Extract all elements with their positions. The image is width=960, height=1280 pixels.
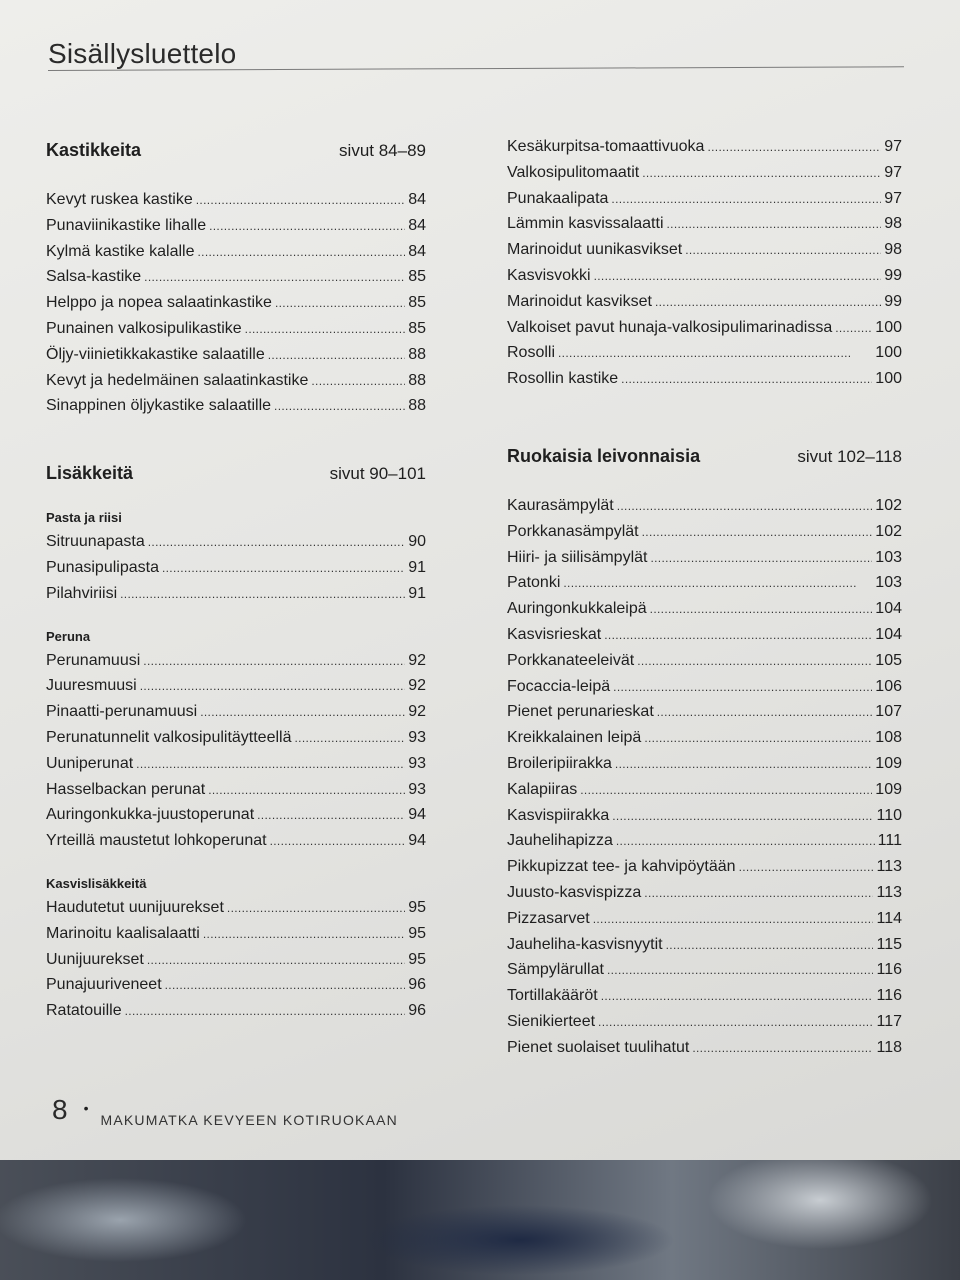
entry-page-number: 105 bbox=[875, 651, 902, 669]
toc-entry bbox=[507, 880, 902, 906]
toc-entry bbox=[507, 315, 902, 341]
entry-title: Perunatunnelit valkosipulitäytteellä bbox=[46, 728, 292, 746]
continued-entry-list bbox=[507, 134, 902, 392]
entry-title: Marinoidut uunikasvikset bbox=[507, 241, 683, 259]
entry-title: Rosolli bbox=[507, 344, 556, 362]
entry-page-number: 110 bbox=[876, 806, 902, 824]
dot-leader bbox=[601, 983, 874, 1010]
entry-title: Jauhelihapizza bbox=[507, 832, 613, 850]
entry-page-number: 114 bbox=[876, 909, 902, 927]
dot-leader bbox=[311, 368, 405, 395]
entry-page-number: 113 bbox=[876, 858, 902, 876]
entry-page-number: 113 bbox=[876, 883, 902, 901]
toc-entry bbox=[46, 239, 426, 265]
dot-leader bbox=[642, 160, 881, 187]
entry-title: Kevyt ja hedelmäinen salaatinkastike bbox=[46, 371, 309, 389]
toc-entry bbox=[46, 648, 426, 674]
toc-entry bbox=[46, 264, 426, 290]
dot-leader bbox=[598, 1009, 873, 1036]
entry-page-number: 104 bbox=[875, 600, 902, 618]
entry-title: Punakaalipata bbox=[507, 189, 609, 207]
dot-leader bbox=[147, 947, 405, 974]
dot-leader bbox=[692, 1035, 873, 1062]
entry-page-number: 97 bbox=[884, 189, 902, 207]
toc-entry bbox=[507, 751, 902, 777]
entry-title: Punainen valkosipulikastike bbox=[46, 319, 242, 337]
toc-entry bbox=[46, 921, 426, 947]
toc-entry bbox=[46, 802, 426, 828]
entry-title: Yrteillä maustetut lohkoperunat bbox=[46, 832, 267, 850]
toc-entry bbox=[46, 316, 426, 342]
dot-leader bbox=[604, 622, 872, 649]
dot-leader bbox=[650, 596, 873, 623]
entry-page-number: 95 bbox=[408, 924, 426, 942]
dot-leader bbox=[707, 134, 881, 161]
toc-entry bbox=[46, 725, 426, 751]
entry-page-number: 116 bbox=[876, 987, 902, 1005]
entry-page-number: 104 bbox=[875, 625, 902, 643]
dot-leader bbox=[611, 186, 881, 213]
dot-leader bbox=[270, 828, 406, 855]
dot-leader bbox=[144, 264, 405, 291]
background-fabric bbox=[0, 1160, 960, 1280]
entry-list bbox=[46, 187, 426, 419]
dot-leader bbox=[136, 751, 405, 778]
dot-leader bbox=[615, 751, 872, 778]
entry-title: Pilahviriisi bbox=[46, 584, 118, 602]
entry-page-number: 117 bbox=[876, 1012, 902, 1030]
entry-title: Kasvispiirakka bbox=[507, 806, 610, 824]
entry-title: Sienikierteet bbox=[507, 1012, 596, 1030]
entry-page-number: 100 bbox=[875, 344, 902, 362]
dot-leader bbox=[666, 932, 874, 959]
entry-title: Marinoidut kasvikset bbox=[507, 292, 652, 310]
dot-leader bbox=[227, 895, 405, 922]
entry-title: Helppo ja nopea salaatinkastike bbox=[46, 294, 272, 312]
dot-leader bbox=[612, 803, 873, 830]
toc-entry bbox=[507, 186, 902, 212]
entry-list bbox=[507, 493, 902, 1061]
entry-page-number: 109 bbox=[875, 780, 902, 798]
entry-page-number: 97 bbox=[884, 138, 902, 155]
left-column bbox=[46, 140, 426, 1024]
entry-page-number: 106 bbox=[875, 677, 902, 695]
entry-page-number: 93 bbox=[408, 754, 426, 772]
dot-leader bbox=[637, 648, 872, 675]
toc-entry bbox=[507, 366, 902, 392]
subsection-title: Peruna bbox=[46, 628, 91, 644]
entry-page-number: 115 bbox=[876, 935, 902, 953]
toc-entry bbox=[46, 368, 426, 394]
entry-title: Pienet suolaiset tuulihatut bbox=[507, 1038, 690, 1056]
dot-leader bbox=[294, 725, 405, 752]
dot-leader bbox=[268, 342, 405, 369]
toc-entry bbox=[46, 529, 426, 555]
dot-leader bbox=[257, 802, 405, 829]
entry-page-number: 94 bbox=[408, 832, 426, 850]
entry-page-number: 103 bbox=[875, 574, 902, 592]
section-heading bbox=[46, 463, 426, 484]
toc-entry bbox=[507, 545, 902, 571]
toc-entry bbox=[507, 1009, 902, 1035]
dot-leader bbox=[274, 393, 405, 420]
entry-page-number: 92 bbox=[408, 677, 426, 695]
entry-title: Lämmin kasvissalaatti bbox=[507, 215, 664, 233]
dot-leader bbox=[245, 316, 406, 343]
entry-page-number: 111 bbox=[877, 832, 902, 850]
toc-entry bbox=[46, 555, 426, 581]
entry-list bbox=[46, 895, 426, 1024]
dot-leader bbox=[209, 213, 405, 240]
dot-leader bbox=[739, 854, 874, 881]
entry-page-number: 91 bbox=[408, 584, 426, 602]
toc-entry bbox=[507, 160, 902, 186]
entry-page-number: 108 bbox=[875, 729, 902, 747]
toc-entry bbox=[46, 751, 426, 777]
dot-leader bbox=[203, 921, 405, 948]
dot-leader bbox=[617, 493, 873, 520]
dot-leader bbox=[162, 555, 405, 582]
toc-entry bbox=[507, 854, 902, 880]
dot-leader bbox=[165, 972, 406, 999]
toc-entry bbox=[507, 570, 902, 596]
entry-title: Kalapiiras bbox=[507, 780, 578, 798]
entry-title: Hiiri- ja siilisämpylät bbox=[507, 548, 648, 566]
entry-page-number: 88 bbox=[408, 345, 426, 363]
dot-leader bbox=[613, 674, 872, 701]
section-page-range: sivut 84–89 bbox=[339, 141, 426, 160]
dot-leader bbox=[621, 366, 872, 393]
entry-title: Kreikkalainen leipä bbox=[507, 729, 642, 747]
toc-entry bbox=[46, 673, 426, 699]
toc-entry bbox=[507, 932, 902, 958]
toc-entry bbox=[507, 237, 902, 263]
entry-page-number: 96 bbox=[408, 976, 426, 994]
entry-title: Rosollin kastike bbox=[507, 370, 619, 388]
dot-leader bbox=[140, 673, 406, 700]
entry-page-number: 85 bbox=[408, 268, 426, 286]
entry-title: Valkosipulitomaatit bbox=[507, 163, 640, 181]
footer-bullet: • bbox=[83, 1100, 89, 1116]
dot-leader bbox=[655, 289, 881, 316]
entry-page-number: 99 bbox=[884, 266, 902, 284]
toc-entry bbox=[507, 803, 902, 829]
dot-leader bbox=[196, 187, 405, 214]
section-title: Lisäkkeitä bbox=[46, 463, 134, 484]
entry-title: Jauheliha-kasvisnyytit bbox=[507, 935, 663, 953]
toc-entry bbox=[46, 998, 426, 1024]
section-title: Kastikkeita bbox=[46, 140, 142, 160]
entry-title: Pizzasarvet bbox=[507, 909, 590, 927]
section-page-range: sivut 90–101 bbox=[329, 464, 426, 484]
dot-leader bbox=[607, 957, 874, 984]
section-title: Ruokaisia leivonnaisia bbox=[507, 445, 701, 466]
entry-page-number: 96 bbox=[408, 1002, 426, 1020]
dot-leader bbox=[642, 519, 873, 546]
entry-title: Patonki bbox=[507, 574, 561, 592]
entry-title: Focaccia-leipä bbox=[507, 677, 611, 695]
entry-page-number: 84 bbox=[408, 242, 426, 260]
toc-entry bbox=[507, 1035, 902, 1061]
dot-leader bbox=[616, 828, 875, 855]
dot-leader bbox=[275, 290, 405, 317]
entry-title: Tortillakääröt bbox=[507, 987, 598, 1005]
toc-entry bbox=[46, 947, 426, 973]
entry-title: Pinaatti-perunamuusi bbox=[46, 703, 198, 721]
entry-page-number: 88 bbox=[408, 371, 426, 389]
entry-title: Uuniperunat bbox=[46, 754, 134, 772]
entry-title: Kesäkurpitsa-tomaattivuoka bbox=[507, 138, 705, 155]
dot-leader bbox=[580, 777, 872, 804]
entry-title: Porkkanasämpylät bbox=[507, 522, 639, 540]
entry-title: Juusto-kasvispizza bbox=[507, 883, 642, 901]
entry-page-number: 102 bbox=[875, 496, 902, 514]
entry-title: Porkkanateeleivät bbox=[507, 651, 635, 669]
dot-leader bbox=[644, 725, 872, 752]
entry-title: Auringonkukkaleipä bbox=[507, 600, 647, 618]
toc-entry bbox=[507, 622, 902, 648]
entry-title: Sämpylärullat bbox=[507, 961, 604, 979]
dot-leader bbox=[593, 906, 874, 933]
toc-entry bbox=[507, 493, 902, 519]
entry-page-number: 92 bbox=[408, 703, 426, 721]
dot-leader bbox=[143, 648, 405, 675]
toc-entry bbox=[507, 648, 902, 674]
entry-title: Auringonkukka-juustoperunat bbox=[46, 806, 255, 824]
entry-list bbox=[46, 529, 426, 606]
entry-page-number: 84 bbox=[408, 191, 426, 208]
entry-page-number: 100 bbox=[875, 370, 902, 388]
toc-entry bbox=[507, 777, 902, 803]
right-column bbox=[507, 134, 902, 1061]
entry-page-number: 88 bbox=[408, 397, 426, 415]
dot-leader bbox=[148, 529, 405, 556]
entry-title: Kasvisvokki bbox=[507, 266, 591, 284]
entry-title: Punaviinikastike lihalle bbox=[46, 216, 207, 234]
toc-entry bbox=[46, 895, 426, 921]
toc-entry bbox=[507, 596, 902, 622]
dot-leader bbox=[120, 581, 405, 608]
section-heading bbox=[507, 446, 902, 467]
entry-page-number: 95 bbox=[408, 898, 426, 916]
toc-entry bbox=[507, 289, 902, 315]
footer-page-number: 8 bbox=[52, 1094, 68, 1125]
entry-page-number: 84 bbox=[408, 216, 426, 234]
section-heading bbox=[46, 140, 426, 161]
entry-title: Hasselbackan perunat bbox=[46, 780, 206, 798]
dot-leader bbox=[650, 545, 872, 572]
entry-page-number: 94 bbox=[408, 806, 426, 824]
toc-entry bbox=[46, 828, 426, 854]
toc-entry bbox=[46, 213, 426, 239]
toc-entry bbox=[46, 393, 426, 419]
entry-page-number: 98 bbox=[884, 215, 902, 233]
toc-entry bbox=[507, 906, 902, 932]
entry-page-number: 92 bbox=[408, 651, 426, 669]
toc-entry bbox=[46, 699, 426, 725]
entry-title: Salsa-kastike bbox=[46, 268, 142, 286]
section-page-range: sivut 102–118 bbox=[797, 446, 902, 466]
dot-leader bbox=[200, 699, 405, 726]
toc-entry bbox=[46, 187, 426, 213]
toc-entry bbox=[46, 342, 426, 368]
entry-title: Broileripiirakka bbox=[507, 754, 612, 772]
dot-leader bbox=[563, 570, 872, 597]
entry-page-number: 98 bbox=[884, 241, 902, 259]
subsection-title: Kasvislisäkkeitä bbox=[46, 875, 147, 891]
entry-title: Öljy-viinietikkakastike salaatille bbox=[46, 345, 265, 363]
entry-title: Uunijuurekset bbox=[46, 950, 144, 968]
dot-leader bbox=[685, 237, 881, 264]
entry-title: Punasipulipasta bbox=[46, 558, 159, 576]
toc-entry bbox=[507, 340, 902, 366]
entry-title: Sitruunapasta bbox=[46, 533, 145, 551]
entry-title: Pienet perunarieskat bbox=[507, 703, 654, 721]
toc-entry bbox=[507, 519, 902, 545]
entry-title: Marinoitu kaalisalaatti bbox=[46, 924, 200, 942]
toc-entry bbox=[507, 725, 902, 751]
entry-page-number: 100 bbox=[875, 318, 902, 336]
entry-title: Kevyt ruskea kastike bbox=[46, 191, 193, 208]
entry-page-number: 118 bbox=[876, 1038, 902, 1056]
entry-page-number: 95 bbox=[408, 950, 426, 968]
dot-leader bbox=[667, 211, 882, 238]
toc-entry bbox=[507, 957, 902, 983]
toc-entry bbox=[507, 211, 902, 237]
entry-page-number: 93 bbox=[408, 728, 426, 746]
entry-page-number: 99 bbox=[884, 292, 902, 310]
entry-title: Juuresmuusi bbox=[46, 677, 137, 695]
toc-entry bbox=[46, 777, 426, 803]
subsection-title: Pasta ja riisi bbox=[46, 510, 122, 526]
dot-leader bbox=[657, 699, 873, 726]
entry-title: Punajuuriveneet bbox=[46, 976, 162, 994]
dot-leader bbox=[835, 315, 872, 342]
dot-leader bbox=[644, 880, 873, 907]
entry-page-number: 103 bbox=[875, 548, 902, 566]
entry-title: Kasvisrieskat bbox=[507, 625, 602, 643]
entry-page-number: 107 bbox=[875, 703, 902, 721]
entry-page-number: 116 bbox=[876, 961, 902, 979]
toc-entry bbox=[507, 828, 902, 854]
dot-leader bbox=[594, 263, 882, 290]
toc-entry bbox=[46, 290, 426, 316]
entry-title: Haudutetut uunijuurekset bbox=[46, 898, 224, 916]
dot-leader bbox=[208, 777, 405, 804]
entry-page-number: 85 bbox=[408, 294, 426, 312]
entry-page-number: 102 bbox=[875, 522, 902, 540]
entry-title: Sinappinen öljykastike salaatille bbox=[46, 397, 272, 415]
entry-page-number: 97 bbox=[884, 163, 902, 181]
footer bbox=[52, 1094, 398, 1126]
entry-list bbox=[46, 648, 426, 854]
footer-book-title: MAKUMATKA KEVYEEN KOTIRUOKAAN bbox=[100, 1112, 398, 1128]
entry-page-number: 90 bbox=[408, 533, 426, 551]
toc-entry bbox=[46, 972, 426, 998]
toc-entry bbox=[46, 581, 426, 607]
toc-entry bbox=[507, 134, 902, 160]
dot-leader bbox=[125, 998, 406, 1025]
entry-page-number: 93 bbox=[408, 780, 426, 798]
entry-title: Kylmä kastike kalalle bbox=[46, 242, 195, 260]
entry-title: Valkoiset pavut hunaja-valkosipulimarinadissa bbox=[507, 318, 833, 336]
dot-leader bbox=[558, 340, 872, 367]
entry-page-number: 85 bbox=[408, 319, 426, 337]
entry-title: Kaurasämpylät bbox=[507, 496, 614, 514]
toc-entry bbox=[507, 983, 902, 1009]
entry-title: Ratatouille bbox=[46, 1002, 122, 1020]
page-title: Sisällysluettelo bbox=[48, 38, 237, 69]
toc-entry bbox=[507, 263, 902, 289]
entry-page-number: 91 bbox=[408, 558, 426, 576]
dot-leader bbox=[198, 239, 406, 266]
entry-title: Perunamuusi bbox=[46, 651, 141, 669]
toc-entry bbox=[507, 674, 902, 700]
entry-title: Pikkupizzat tee- ja kahvipöytään bbox=[507, 858, 736, 876]
toc-entry bbox=[507, 699, 902, 725]
entry-page-number: 109 bbox=[875, 754, 902, 772]
